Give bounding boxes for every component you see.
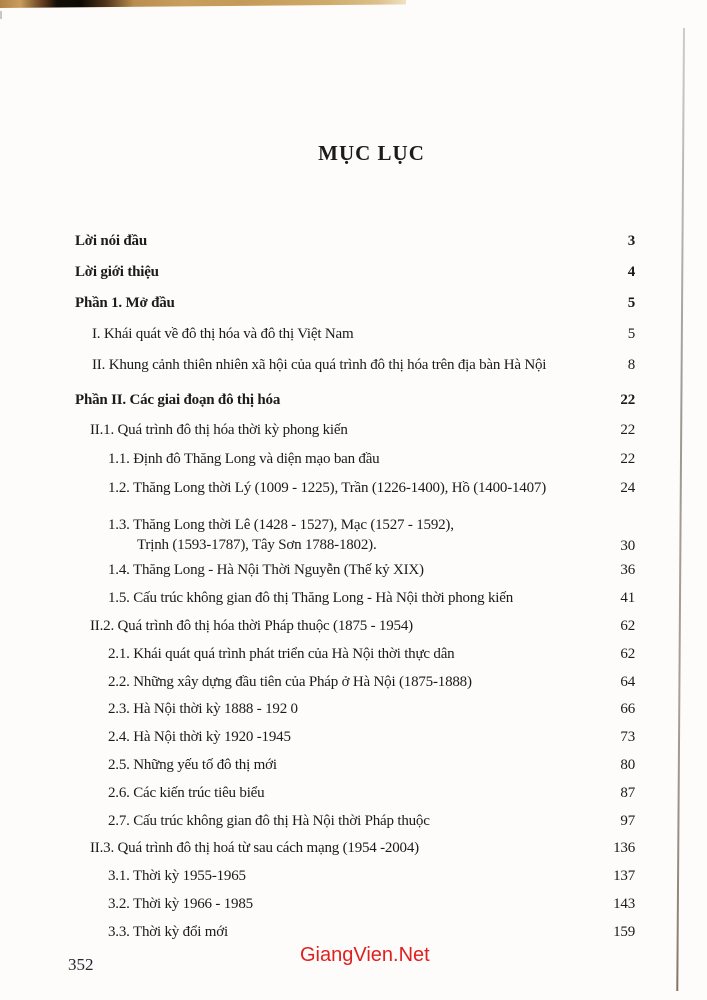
toc-entry-label: 2.7. Cấu trúc không gian đô thị Hà Nội thời Pháp thuộc (108, 812, 430, 829)
toc-entry-label: 1.4. Thăng Long - Hà Nội Thời Nguyễn (Thế kỷ XIX) (108, 562, 424, 579)
scan-artifact-strip (0, 0, 406, 8)
toc-entry-page-number: 62 (620, 645, 635, 662)
toc-entry-label: 3.2. Thời kỳ 1966 - 1985 (108, 895, 253, 912)
toc-entry-page-number: 143 (613, 895, 635, 912)
toc-entry-label: I. Khái quát về đô thị hóa và đô thị Việt Nam (92, 326, 354, 342)
toc-entry-page-number: 62 (620, 617, 635, 634)
toc-row (0, 724, 707, 752)
toc-entry-page-number: 73 (620, 729, 635, 746)
toc-row (0, 863, 707, 891)
toc-entry-label: Lời nói đầu (75, 233, 147, 249)
toc-row (0, 696, 707, 724)
toc-entry-label: 1.1. Định đô Thăng Long và diện mạo ban đầu (108, 451, 380, 467)
toc-entry-page-number: 136 (613, 840, 635, 857)
toc-entry-label: II.1. Quá trình đô thị hóa thời kỳ phong kiến (90, 422, 348, 438)
toc-entry-label: 1.2. Thăng Long thời Lý (1009 - 1225), Trần (1226-1400), Hồ (1400-1407) (108, 480, 546, 496)
toc-entry-page-number: 30 (620, 538, 635, 554)
toc-row (0, 385, 707, 416)
toc-entry-label: 1.5. Cấu trúc không gian đô thị Thăng Long - Hà Nội thời phong kiến (108, 590, 514, 607)
toc-row (0, 557, 707, 585)
page-number: 352 (68, 955, 94, 974)
watermark: GiangVien.Net (300, 944, 430, 966)
toc-entry-label: 2.5. Những yếu tố đô thị mới (108, 756, 277, 773)
toc-row (0, 445, 707, 474)
toc-row (0, 640, 707, 668)
toc-entry-page-number: 4 (627, 264, 635, 280)
toc-row (0, 416, 707, 445)
toc-entry-page-number: 137 (613, 868, 635, 885)
toc-row (0, 891, 707, 919)
toc-entry-label: 2.6. Các kiến trúc tiêu biểu (108, 784, 265, 801)
toc-entry-line2: Trịnh (1593-1787), Tây Sơn 1788-1802). (137, 537, 377, 553)
toc-row (0, 779, 707, 807)
toc-entry-label: 2.4. Hà Nội thời kỳ 1920 -1945 (108, 729, 291, 746)
toc-entry-page-number: 5 (627, 326, 635, 342)
toc-entry-page-number: 80 (620, 756, 635, 773)
toc-row (0, 668, 707, 696)
toc-entry-page-number: 5 (627, 295, 635, 311)
toc-entry-line1: 1.3. Thăng Long thời Lê (1428 - 1527), Mạc (1527 - 1592), (108, 517, 454, 533)
table-of-contents (0, 226, 707, 946)
toc-entry-page-number: 22 (620, 451, 635, 467)
toc-row (0, 585, 707, 613)
toc-entry-page-number: 66 (620, 701, 635, 718)
toc-entry-label: Phần II. Các giai đoạn đô thị hóa (75, 392, 281, 408)
toc-entry-label (108, 515, 454, 555)
toc-row (0, 350, 707, 381)
toc-entry-label: II. Khung cảnh thiên nhiên xã hội của quá trình đô thị hóa trên địa bàn Hà Nội (92, 357, 547, 373)
toc-row (0, 257, 707, 288)
toc-entry-label: II.2. Quá trình đô thị hóa thời Pháp thuộc (1875 - 1954) (90, 617, 413, 634)
toc-entry-page-number: 41 (620, 590, 635, 607)
toc-entry-label: 2.3. Hà Nội thời kỳ 1888 - 192 0 (108, 701, 298, 718)
toc-row (0, 918, 707, 946)
toc-entry-label: 3.1. Thời kỳ 1955-1965 (108, 868, 246, 885)
toc-row (0, 752, 707, 780)
toc-entry-label: II.3. Quá trình đô thị hoá từ sau cách mạng (1954 -2004) (90, 840, 419, 857)
toc-entry-label: 2.2. Những xây dựng đầu tiên của Pháp ở Hà Nội (1875-1888) (108, 673, 472, 690)
toc-entry-page-number: 97 (620, 812, 635, 829)
toc-entry-page-number: 3 (627, 233, 635, 249)
toc-row (0, 226, 707, 257)
toc-entry-page-number: 159 (613, 923, 635, 940)
toc-entry-page-number: 87 (620, 784, 635, 801)
toc-entry-page-number: 8 (627, 357, 635, 373)
toc-entry-label: 3.3. Thời kỳ đổi mới (108, 923, 228, 940)
toc-row (0, 507, 707, 557)
toc-row (0, 835, 707, 863)
toc-row (0, 474, 707, 503)
toc-entry-page-number: 22 (620, 422, 635, 438)
toc-entry-page-number: 36 (620, 562, 635, 579)
page-title: MỤC LỤC (318, 141, 425, 165)
toc-entry-page-number: 64 (620, 673, 635, 690)
toc-row (0, 288, 707, 319)
toc-entry-label: Phần 1. Mở đầu (75, 295, 175, 311)
toc-entry-label: Lời giới thiệu (75, 264, 159, 280)
scan-mark (0, 11, 2, 19)
toc-entry-page-number: 22 (620, 392, 635, 408)
toc-row (0, 613, 707, 641)
toc-row (0, 319, 707, 350)
toc-entry-label: 2.1. Khái quát quá trình phát triển của Hà Nội thời thực dân (108, 645, 455, 662)
toc-row (0, 807, 707, 835)
toc-entry-page-number: 24 (620, 480, 635, 496)
